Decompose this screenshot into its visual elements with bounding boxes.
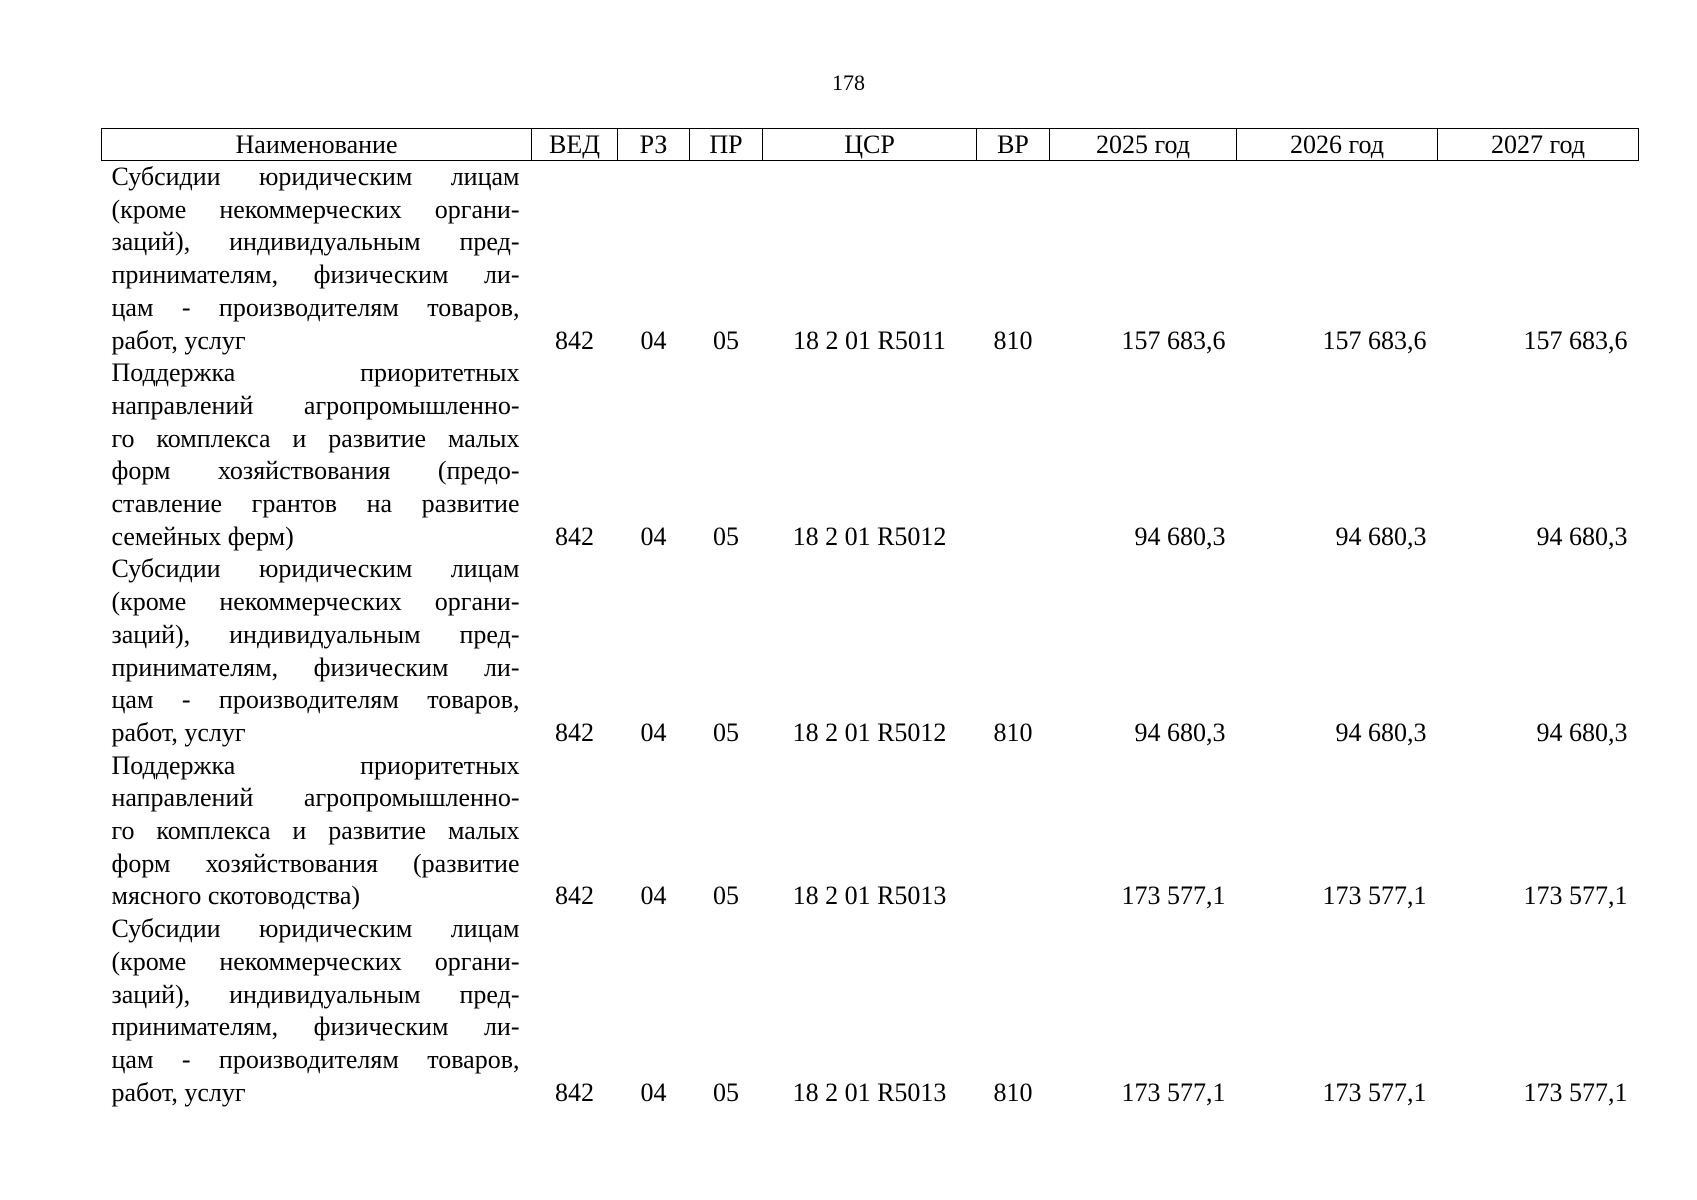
name-line: работ, услуг — [111, 717, 246, 747]
header-vr: ВР — [977, 129, 1050, 161]
cell-pr: 05 — [713, 325, 739, 355]
cell-csr: 18 2 01 R5012 — [792, 521, 947, 551]
name-line: мясного скотоводства) — [111, 881, 361, 911]
name-line: (кроме некоммерческих органи- — [111, 946, 520, 976]
table-row — [102, 161, 1639, 358]
name-line: заций), индивидуальным пред- — [111, 227, 520, 257]
name-line: Субсидии юридическим лицам — [111, 162, 520, 191]
name-line: заций), индивидуальным пред- — [111, 979, 520, 1009]
cell-2026: 94 680,3 — [1335, 717, 1427, 747]
name-line: принимателям, физическим ли- — [111, 652, 520, 682]
cell-pr: 05 — [713, 1077, 739, 1107]
name-line: Субсидии юридическим лицам — [111, 914, 520, 944]
cell-ved: 842 — [555, 717, 594, 747]
name-line: семейных ферм) — [111, 521, 294, 551]
cell-ved: 842 — [555, 521, 594, 551]
table-row — [102, 750, 1639, 914]
cell-pr: 05 — [713, 881, 739, 911]
cell-rz: 04 — [640, 1077, 667, 1107]
row-name — [102, 553, 532, 749]
row-name — [102, 357, 532, 553]
name-line: Субсидии юридическим лицам — [111, 554, 520, 584]
name-line: работ, услуг — [111, 325, 246, 355]
cell-csr: 18 2 01 R5011 — [793, 325, 946, 355]
cell-2027: 157 683,6 — [1523, 325, 1628, 355]
cell-vr: 810 — [993, 1077, 1033, 1107]
cell-2026: 157 683,6 — [1322, 325, 1427, 355]
cell-vr: 810 — [993, 717, 1033, 747]
cell-pr: 05 — [713, 521, 739, 551]
budget-table — [101, 128, 1639, 1109]
row-name — [102, 161, 532, 358]
table-row — [102, 553, 1639, 749]
header-2027: 2027 год — [1438, 129, 1639, 161]
name-line: цам - производителям товаров, — [111, 1044, 520, 1074]
cell-2027: 94 680,3 — [1536, 521, 1628, 551]
table-row — [102, 357, 1639, 553]
cell-vr — [977, 750, 1050, 914]
cell-2025: 173 577,1 — [1121, 1077, 1226, 1107]
table-row — [102, 913, 1639, 1109]
cell-2026: 173 577,1 — [1322, 881, 1427, 911]
header-pr: ПР — [690, 129, 763, 161]
header-csr: ЦСР — [763, 129, 977, 161]
cell-vr: 810 — [993, 325, 1033, 355]
name-line: направлений агропромышленно- — [111, 783, 520, 813]
cell-2026: 173 577,1 — [1322, 1077, 1427, 1107]
name-line: ставление грантов на развитие — [111, 489, 520, 519]
table-header-row — [102, 129, 1639, 161]
header-2026: 2026 год — [1237, 129, 1438, 161]
cell-2027: 173 577,1 — [1523, 1077, 1628, 1107]
header-ved: ВЕД — [532, 129, 618, 161]
cell-rz: 04 — [640, 521, 667, 551]
name-line: го комплекса и развитие малых — [111, 423, 520, 453]
cell-pr: 05 — [713, 717, 739, 747]
cell-csr: 18 2 01 R5012 — [792, 717, 947, 747]
cell-vr — [977, 357, 1050, 553]
cell-csr: 18 2 01 R5013 — [792, 1077, 947, 1107]
name-line: цам - производителям товаров, — [111, 292, 520, 322]
name-line: Поддержка приоритетных — [111, 358, 520, 388]
cell-2027: 173 577,1 — [1523, 881, 1628, 911]
name-line: Поддержка приоритетных — [111, 750, 520, 780]
name-line: работ, услуг — [111, 1077, 246, 1107]
cell-rz: 04 — [640, 881, 667, 911]
cell-2025: 157 683,6 — [1121, 325, 1226, 355]
name-line: направлений агропромышленно- — [111, 390, 520, 420]
header-name: Наименование — [102, 129, 532, 161]
name-line: го комплекса и развитие малых — [111, 816, 520, 846]
cell-2025: 94 680,3 — [1134, 717, 1226, 747]
cell-2025: 173 577,1 — [1121, 881, 1226, 911]
header-2025: 2025 год — [1050, 129, 1237, 161]
cell-2026: 94 680,3 — [1335, 521, 1427, 551]
cell-ved: 842 — [555, 325, 594, 355]
page-number: 178 — [832, 70, 865, 95]
name-line: цам - производителям товаров, — [111, 685, 520, 715]
name-line: принимателям, физическим ли- — [111, 1012, 520, 1042]
row-name — [102, 750, 532, 914]
cell-rz: 04 — [640, 325, 667, 355]
name-line: форм хозяйствования (развитие — [111, 848, 520, 878]
cell-ved: 842 — [555, 881, 594, 911]
name-line: (кроме некоммерческих органи- — [111, 587, 520, 617]
row-name — [102, 913, 532, 1109]
cell-rz: 04 — [640, 717, 667, 747]
cell-csr: 18 2 01 R5013 — [792, 881, 947, 911]
name-line: принимателям, физическим ли- — [111, 260, 520, 290]
name-line: (кроме некоммерческих органи- — [111, 194, 520, 224]
cell-2025: 94 680,3 — [1134, 521, 1226, 551]
header-rz: РЗ — [618, 129, 690, 161]
cell-2027: 94 680,3 — [1536, 717, 1628, 747]
name-line: форм хозяйствования (предо- — [111, 456, 520, 486]
name-line: заций), индивидуальным пред- — [111, 619, 520, 649]
cell-ved: 842 — [555, 1077, 594, 1107]
